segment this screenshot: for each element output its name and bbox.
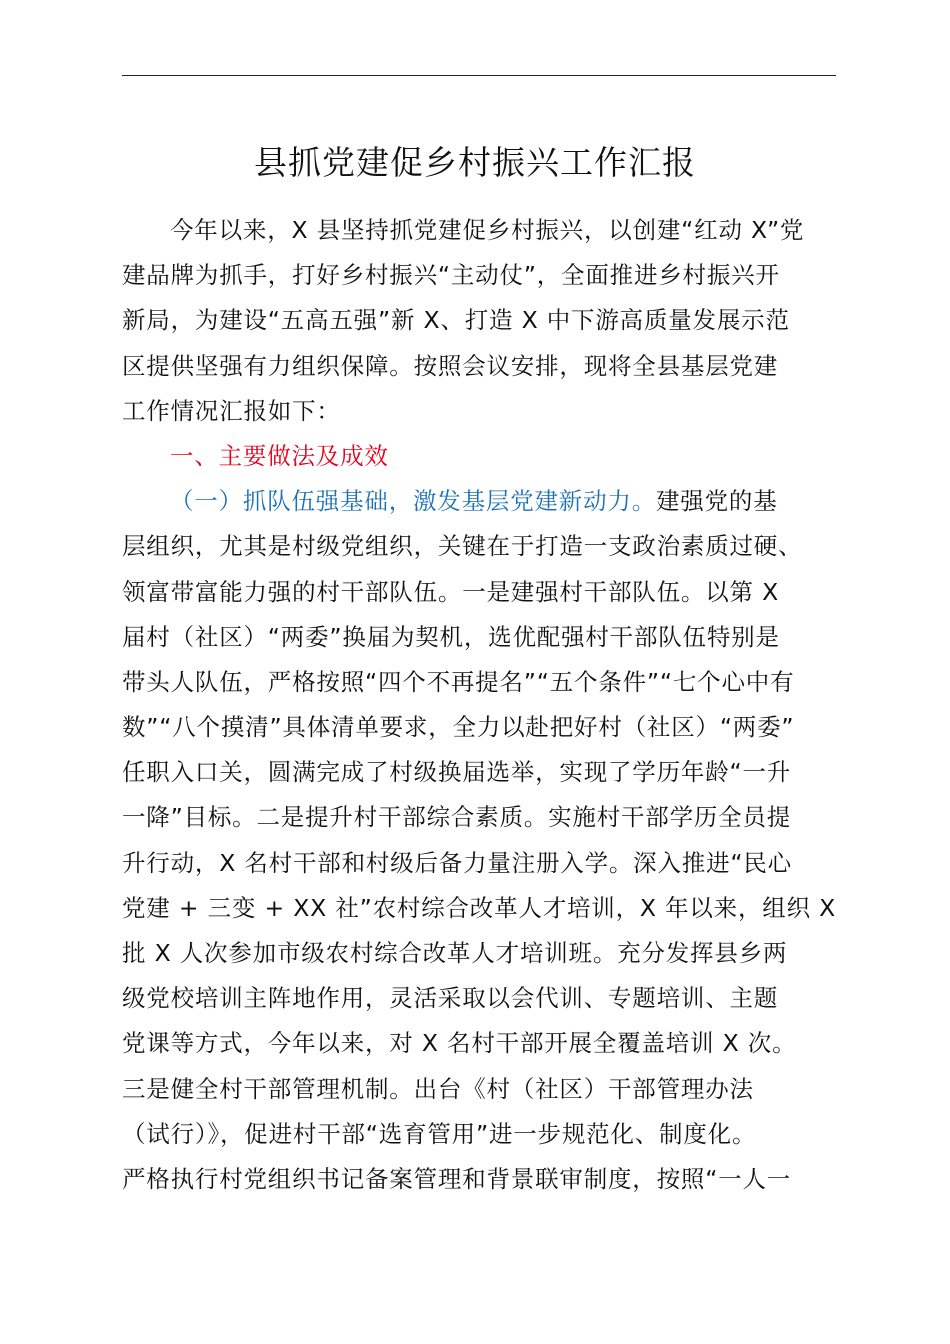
paragraph-line: 一降”目标。二是提升村干部综合素质。实施村干部学历全员提 [122, 803, 792, 832]
subsection-line [122, 479, 838, 524]
document-body [122, 208, 838, 1202]
paragraph-line: 任职入口关，圆满完成了村级换届选举，实现了学历年龄“一升 [122, 758, 792, 787]
subsection-heading: （一）抓队伍强基础，激发基层党建新动力。 [170, 487, 656, 516]
paragraph-line: 三是健全村干部管理机制。出台《村（社区）干部管理办法 [122, 1074, 754, 1103]
paragraph-line: 批 X 人次参加市级农村综合改革人才培训班。充分发挥县乡两 [122, 939, 788, 967]
paragraph-line: 严格执行村党组织书记备案管理和背景联审制度，按照“一人一 [122, 1164, 792, 1193]
paragraph-line: 新局，为建设“五高五强”新 X、打造 X 中下游高质量发展示范 [122, 306, 790, 335]
paragraph-line: 领富带富能力强的村干部队伍。一是建强村干部队伍。以第 X [122, 577, 779, 606]
paragraph-line: 级党校培训主阵地作用，灵活采取以会代训、专题培训、主题 [122, 984, 779, 1013]
header-rule [122, 75, 836, 76]
paragraph-line: 数”“八个摸清”具体清单要求，全力以赴把好村（社区）“两委” [122, 713, 795, 742]
paragraph-line-rest: 建强党的基 [656, 487, 778, 516]
paragraph-line: （试行）》，促进村干部“选育管用”进一步规范化、制度化。 [122, 1119, 757, 1148]
paragraph-line: 党建 + 三变 + XX 社”农村综合改革人才培训，X 年以来，组织 X [122, 893, 837, 922]
paragraph-line: 建品牌为抓手，打好乡村振兴“主动仗”，全面推进乡村振兴开 [122, 261, 780, 290]
section-heading: 一、主要做法及成效 [170, 441, 389, 470]
paragraph-line: 党课等方式，今年以来，对 X 名村干部开展全覆盖培训 X 次。 [122, 1029, 797, 1058]
paragraph-line: 带头人队伍，严格按照“四个不再提名”“五个条件”“七个心中有 [122, 667, 795, 696]
paragraph-line: 届村（社区）“两委”换届为契机，选优配强村干部队伍特别是 [122, 622, 780, 651]
page-title: 县抓党建促乡村振兴工作汇报 [254, 143, 696, 182]
paragraph-line: 层组织，尤其是村级党组织，关键在于打造一支政治素质过硬、 [122, 532, 803, 561]
paragraph-line: 今年以来，X 县坚持抓党建促乡村振兴，以创建“红动 X”党 [170, 216, 805, 244]
paragraph-line: 升行动，X 名村干部和村级后备力量注册入学。深入推进“民心 [122, 848, 792, 877]
paragraph-line: 区提供坚强有力组织保障。按照会议安排，现将全县基层党建 [122, 351, 779, 380]
paragraph-line: 工作情况汇报如下： [122, 396, 341, 425]
